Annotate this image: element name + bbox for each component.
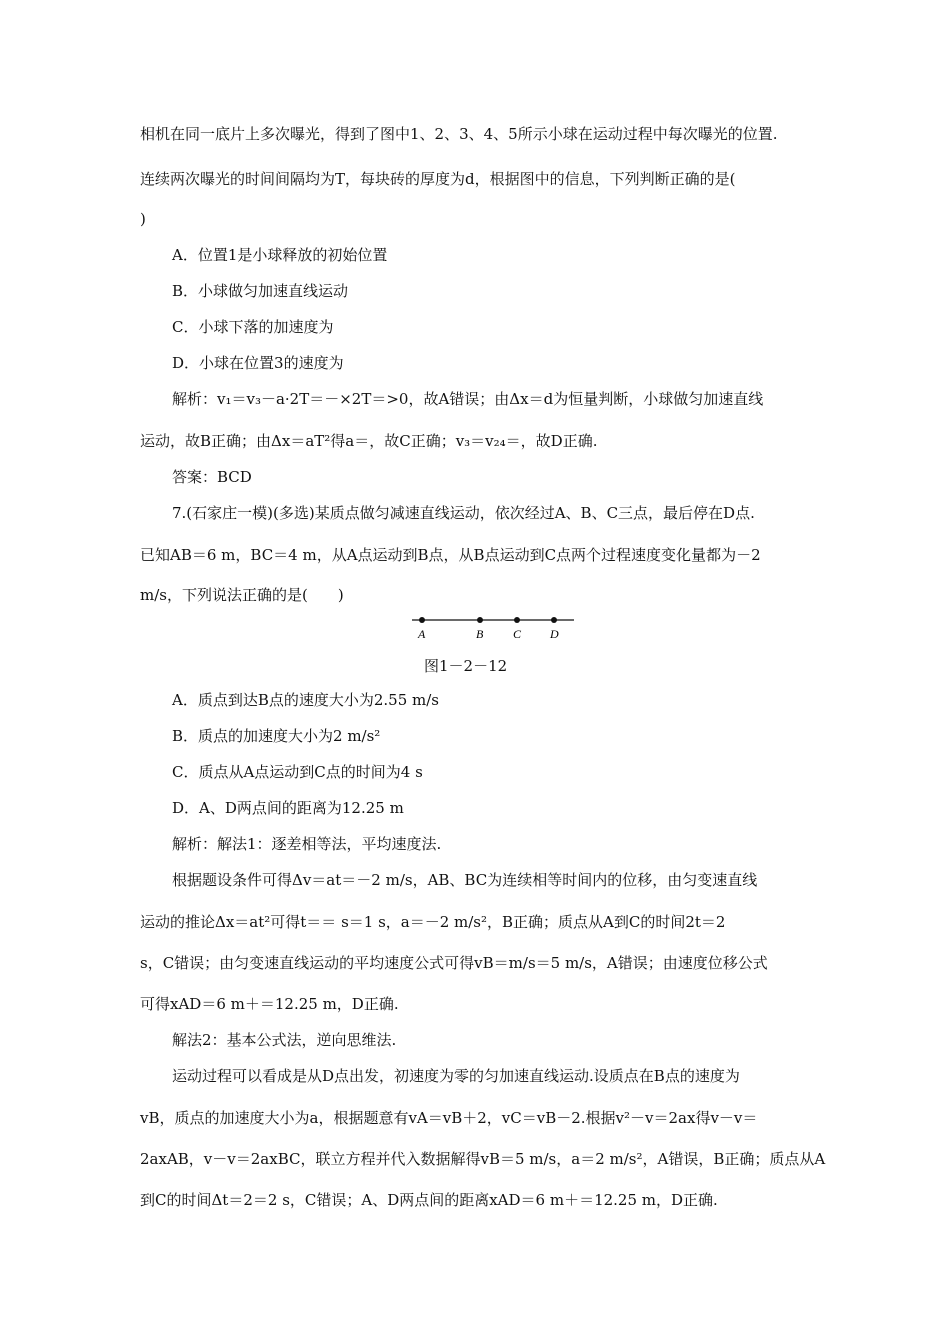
text-line: 7.(石家庄一模)(多选)某质点做匀减速直线运动，依次经过A、B、C三点，最后停在D点.	[172, 504, 755, 522]
point-b	[477, 617, 483, 623]
label-c: C	[513, 627, 522, 641]
label-b: B	[476, 627, 484, 641]
text-line: m/s，下列说法正确的是( )	[140, 586, 344, 604]
text-line: s，C错误；由匀变速直线运动的平均速度公式可得vB＝m/s＝5 m/s，A错误；由速度位移公式	[140, 954, 768, 972]
text-line: 2axAB，v－v＝2axBC，联立方程并代入数据解得vB＝5 m/s，a＝2 m/s²，A错误，B正确；质点从A	[140, 1150, 826, 1168]
text-line: 连续两次曝光的时间间隔均为T，每块砖的厚度为d，根据图中的信息，下列判断正确的是(	[140, 170, 736, 188]
text-line: 运动的推论Δx＝at²可得t＝＝ s＝1 s，a＝－2 m/s²，B正确；质点从A到C的时间2t＝2	[140, 913, 726, 931]
text-line: C．质点从A点运动到C点的时间为4 s	[172, 763, 423, 781]
text-line: 已知AB＝6 m，BC＝4 m，从A点运动到B点，从B点运动到C点两个过程速度变化量都为－2	[140, 546, 761, 564]
text-line: 可得xAD＝6 m＋＝12.25 m，D正确.	[140, 995, 399, 1013]
text-line: A．位置1是小球释放的初始位置	[172, 246, 388, 264]
figure-caption: 图1－2－12	[424, 657, 508, 675]
text-line: C．小球下落的加速度为	[172, 318, 334, 336]
text-line: D．小球在位置3的速度为	[172, 354, 344, 372]
point-d	[551, 617, 557, 623]
text-line: vB，质点的加速度大小为a，根据题意有vA＝vB＋2，vC＝vB－2.根据v²－v＝2ax得v－v＝	[140, 1109, 758, 1127]
text-line: B．质点的加速度大小为2 m/s²	[172, 727, 381, 745]
figure-line-diagram	[410, 610, 580, 644]
text-line: 解析：v₁＝v₃－a·2T＝－×2T＝>0，故A错误；由Δx＝d为恒量判断，小球做匀加速直线	[172, 390, 764, 408]
text-line: A．质点到达B点的速度大小为2.55 m/s	[172, 691, 439, 709]
text-line: 解法2：基本公式法，逆向思维法.	[172, 1031, 397, 1049]
label-d: D	[550, 627, 559, 641]
text-line: B．小球做匀加速直线运动	[172, 282, 349, 300]
point-c	[514, 617, 520, 623]
text-line: 运动，故B正确；由Δx＝aT²得a＝，故C正确；v₃＝v₂₄＝，故D正确.	[140, 432, 598, 450]
text-line: )	[140, 210, 146, 228]
point-a	[419, 617, 425, 623]
text-line: 解析：解法1：逐差相等法，平均速度法.	[172, 835, 442, 853]
text-line: 运动过程可以看成是从D点出发，初速度为零的匀加速直线运动.设质点在B点的速度为	[172, 1067, 740, 1085]
text-line: 答案：BCD	[172, 468, 252, 486]
text-line: 相机在同一底片上多次曝光，得到了图中1、2、3、4、5所示小球在运动过程中每次曝光的位置.	[140, 125, 778, 143]
text-line: 到C的时间Δt＝2＝2 s，C错误；A、D两点间的距离xAD＝6 m＋＝12.25 m，D正确.	[140, 1191, 718, 1209]
label-a: A	[418, 627, 426, 641]
text-line: 根据题设条件可得Δv＝at＝－2 m/s，AB、BC为连续相等时间内的位移，由匀变速直线	[172, 871, 758, 889]
text-line: D．A、D两点间的距离为12.25 m	[172, 799, 404, 817]
